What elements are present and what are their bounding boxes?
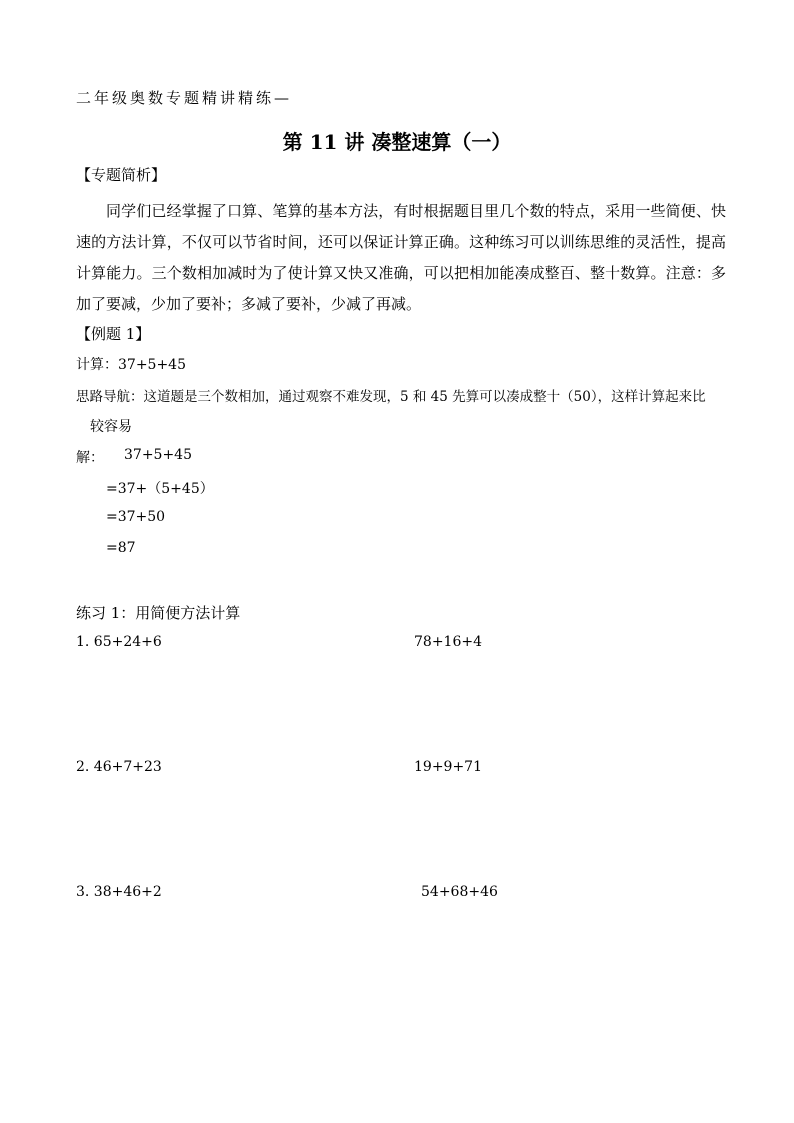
- exercise-item-1-left: 1. 65+24+6: [76, 634, 162, 650]
- exercise-item-3-right: 54+68+46: [421, 884, 498, 900]
- solution-label: 解：: [76, 450, 104, 466]
- example-hint-line2: 较容易: [90, 419, 132, 435]
- example-heading: 【例题 1】: [76, 325, 151, 343]
- exercise-heading: 练习 1：用简便方法计算: [76, 604, 241, 622]
- exercise-item-2-left: 2. 46+7+23: [76, 759, 162, 775]
- example-problem: 计算：37+5+45: [76, 357, 186, 373]
- exercise-item-3-left: 3. 38+46+2: [76, 884, 162, 900]
- solution-step-3: =37+50: [106, 509, 166, 525]
- solution-step-1: 37+5+45: [124, 447, 192, 463]
- exercise-item-1-right: 78+16+4: [414, 634, 482, 650]
- intro-paragraph: 同学们已经掌握了口算、笔算的基本方法，有时根据题目里几个数的特点，采用一些简便、快速的方法计算，不仅可以节省时间，还可以保证计算正确。这种练习可以训练思维的灵活性，提高计算能力。三个数相加减时为了使计算又快又准确，可以把相加能凑成整百、整十数算。注意：多加了要减，少加了要补；多减了要补，少减了再减。: [76, 202, 726, 313]
- example-hint-line1: 思路导航：这道题是三个数相加，通过观察不难发现，5 和 45 先算可以凑成整十（50），这样计算起来比: [76, 389, 706, 405]
- series-title: 二年级奥数专题精讲精练—: [76, 89, 293, 107]
- solution-step-4: =87: [106, 540, 136, 556]
- lesson-title: 第 11 讲 凑整速算（一）: [282, 130, 512, 154]
- solution-step-2: =37+（5+45）: [106, 481, 214, 497]
- exercise-item-2-right: 19+9+71: [414, 759, 482, 775]
- intro-heading: 【专题简析】: [76, 166, 167, 184]
